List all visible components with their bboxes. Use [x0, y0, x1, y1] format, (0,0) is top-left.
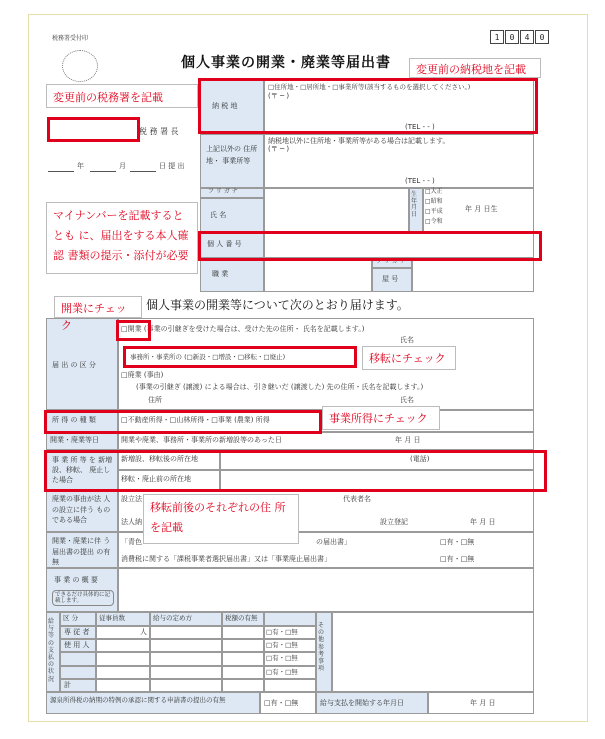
era-option[interactable]: □昭和	[425, 198, 443, 205]
salary-cell[interactable]	[150, 652, 222, 665]
salary-cell	[60, 652, 96, 665]
salary-head-label: 税額の有無	[225, 614, 258, 622]
corp-row2: 法人納	[121, 518, 142, 526]
gaiyo-label: 事 業 の 概 要	[54, 576, 98, 584]
postal: (〒 ─ )	[268, 92, 290, 100]
yes-no-1: □有・□無	[440, 538, 475, 546]
daihyo: 代表者名	[343, 495, 371, 503]
haigyo-note: (事業の引継ぎ (譲渡) による場合は、引き継いだ (譲渡した) 先の住所・氏名を記載します。)	[136, 383, 424, 391]
tel-2: (TEL - - )	[405, 177, 435, 185]
name-field[interactable]	[264, 188, 409, 232]
era-option[interactable]: □令和	[425, 218, 443, 225]
date-month: 月	[119, 162, 126, 170]
salary-cell[interactable]	[222, 652, 264, 665]
salary-yes-no[interactable]: □有・□無	[266, 654, 298, 663]
highlight-tax-office	[47, 117, 140, 142]
salary-row-label: 計	[64, 680, 71, 689]
filing-row1-end: の届出書」	[316, 538, 351, 546]
jigyosho-line: 事務所・事業所の (□新設・□増設・□移転・□廃止)	[130, 353, 286, 361]
highlight-nozeichi	[198, 78, 538, 134]
furigana2: フ リ ガ ナ	[376, 258, 406, 265]
kyuyo-start: 給与支払を開始する年月日	[320, 699, 404, 707]
salary-cell[interactable]	[150, 639, 222, 652]
filing-row1: 「青色	[121, 538, 142, 546]
nozeichi-label: 納 税 地	[212, 102, 238, 110]
haigyo-line: □廃業 (事由)	[121, 371, 164, 379]
salary-head-label: 従事員数	[99, 614, 125, 622]
phone: (電話)	[410, 455, 430, 463]
nozeichi-options: □住所地・□居所地・□事業所等(該当するものを選択してください。)	[268, 83, 471, 91]
form-title: 個人事業の開業・廃業等届出書	[181, 55, 391, 71]
tokurei-yes-no: □有・□無	[264, 699, 299, 707]
open-date-text: 開業や廃業、事務所・事業所の新増設等のあった日	[121, 436, 282, 444]
salary-row-label: 専 従 者	[64, 628, 90, 636]
salary-cell	[60, 666, 96, 679]
highlight-personal-number	[198, 231, 542, 261]
form-number-digit: 4	[520, 30, 534, 44]
annotation-mynumber: マイナンバーを記載するととも に、届出をする本人確認 書類の提示・添付が必要	[46, 202, 198, 274]
annotation-before-nozeichi: 変更前の納税地を記載	[409, 58, 541, 78]
yago-field[interactable]	[412, 258, 534, 292]
kubun-label: 届 出 の 区 分	[52, 361, 96, 369]
annotation-before-office: 変更前の税務署を記載	[46, 84, 198, 108]
salary-cell[interactable]	[96, 679, 150, 692]
salary-cell[interactable]	[222, 666, 264, 679]
occupation-label: 職 業	[212, 270, 229, 278]
salary-yes-no[interactable]: □有・□無	[266, 641, 298, 650]
corp-row1: 設立法	[121, 495, 142, 503]
salary-cell[interactable]	[96, 652, 150, 665]
yago-label: 屋 号	[382, 275, 399, 283]
section-title: 個人事業の開業等について次のとおり届けます。	[146, 298, 409, 312]
salary-unit: 人	[140, 628, 147, 636]
date-year: 年	[77, 162, 84, 170]
shotoku-options: □不動産所得・□山林所得・□事業 (農業) 所得	[121, 416, 270, 424]
birth-label: 生年月日	[411, 191, 418, 218]
setsuritsu: 設立登記	[380, 518, 408, 526]
postal-2: (〒 ─ )	[268, 145, 290, 153]
salary-yes-no[interactable]: □有・□無	[266, 667, 298, 676]
shimei: 氏名	[400, 336, 414, 344]
highlight-location	[44, 450, 547, 492]
salary-row-label: 使 用 人	[64, 641, 90, 650]
annotation-jigyo: 事業所得にチェック	[322, 406, 440, 430]
occupation-cell	[200, 258, 264, 292]
open-ymd: 年 月 日	[395, 436, 421, 444]
yes-no-2: □有・□無	[440, 555, 475, 563]
other-field[interactable]	[332, 612, 534, 692]
kyuyo-ymd: 年 月 日	[470, 699, 496, 707]
era-option[interactable]: □平成	[425, 208, 443, 215]
annotation-iten: 移転にチェック	[362, 346, 456, 370]
salary-cell[interactable]	[96, 639, 150, 652]
corp-ymd: 年 月 日	[470, 518, 496, 526]
other-label: その他参考事項	[318, 622, 325, 673]
filing-row2: 消費税に関する「課税事業者選択届出書」又は「事業廃止届出書」	[121, 555, 331, 563]
salary-cell[interactable]	[150, 679, 222, 692]
salary-cell[interactable]	[222, 679, 264, 692]
salary-head-label: 区 分	[63, 614, 79, 622]
salary-cell[interactable]	[150, 666, 222, 679]
office-label: 事 業 所 等 を 新増設、移転、 廃止した場合	[52, 456, 113, 485]
salary-head-label: 給与の定め方	[153, 614, 192, 622]
annotation-kaigyo: 開業にチェック	[54, 296, 142, 318]
form-number-digit: 0	[505, 30, 519, 44]
salary-side: 給与等の支払の状況	[48, 618, 55, 683]
highlight-iten	[123, 346, 357, 368]
salary-cell[interactable]	[264, 679, 316, 692]
gaiyo-field[interactable]	[118, 568, 534, 612]
jusho: 住所	[148, 396, 162, 404]
new-location: 新増設、移転後の所在地	[121, 455, 198, 463]
name-label: 氏 名	[210, 211, 227, 219]
open-date-label: 開業・廃業等日	[50, 436, 99, 444]
old-location: 移転・廃止前の所在地	[121, 475, 191, 483]
annotation-location: 移転前後のそれぞれの住 所を記載	[143, 494, 299, 544]
stamp-circle	[62, 50, 98, 82]
salary-cell[interactable]	[96, 666, 150, 679]
date-year-field[interactable]	[48, 171, 74, 172]
tokurei: 源泉所得税の納期の特例の承認に関する申請書の提出の有無	[50, 696, 226, 704]
shotoku-label: 所 得 の 種 類	[52, 416, 96, 424]
kaigyo-line: □開業 (事業の引継ぎを受けた場合は、受けた先の住所・ 氏名を記載します。)	[121, 325, 365, 333]
tax-office-suffix: 税 務 署 長	[139, 127, 179, 136]
other-address-label: 上記以外の 住所地・ 事業所等	[206, 145, 258, 165]
salary-yes-no[interactable]: □有・□無	[266, 628, 298, 636]
highlight-jigyo	[44, 410, 322, 434]
other-address-note: 納税地以外に住所地・事業所等がある場合は記載します。	[268, 137, 450, 145]
salary-cell[interactable]	[222, 626, 264, 639]
date-day: 日 提 出	[159, 162, 185, 170]
salary-head-cell	[264, 612, 316, 626]
tel: (TEL - - )	[405, 123, 435, 131]
corp-label: 廃業の事由が法 人の設立に伴う ものである場合	[52, 495, 111, 524]
salary-cell[interactable]	[150, 626, 222, 639]
shimei-2: 氏名	[400, 396, 414, 404]
form-number-digit: 1	[490, 30, 504, 44]
date-day-field[interactable]	[130, 171, 156, 172]
filing-label: 開業・廃業に伴 う届出書の提出 の有無	[52, 537, 111, 566]
personal-number-label: 個 人 番 号	[207, 240, 242, 248]
furigana: フ リ ガ ナ	[208, 188, 238, 195]
form-number-digit: 0	[535, 30, 549, 44]
birth-ymd: 年 月 日生	[465, 205, 498, 213]
date-month-field[interactable]	[90, 171, 116, 172]
highlight-kaigyo	[116, 320, 151, 341]
stamp-label: 税務署受付印	[52, 35, 89, 42]
gaiyo-note: できるだけ具体的に記載します。	[52, 590, 114, 606]
salary-cell[interactable]	[222, 639, 264, 652]
era-option[interactable]: □大正	[425, 188, 443, 195]
occupation-field[interactable]	[264, 258, 372, 292]
